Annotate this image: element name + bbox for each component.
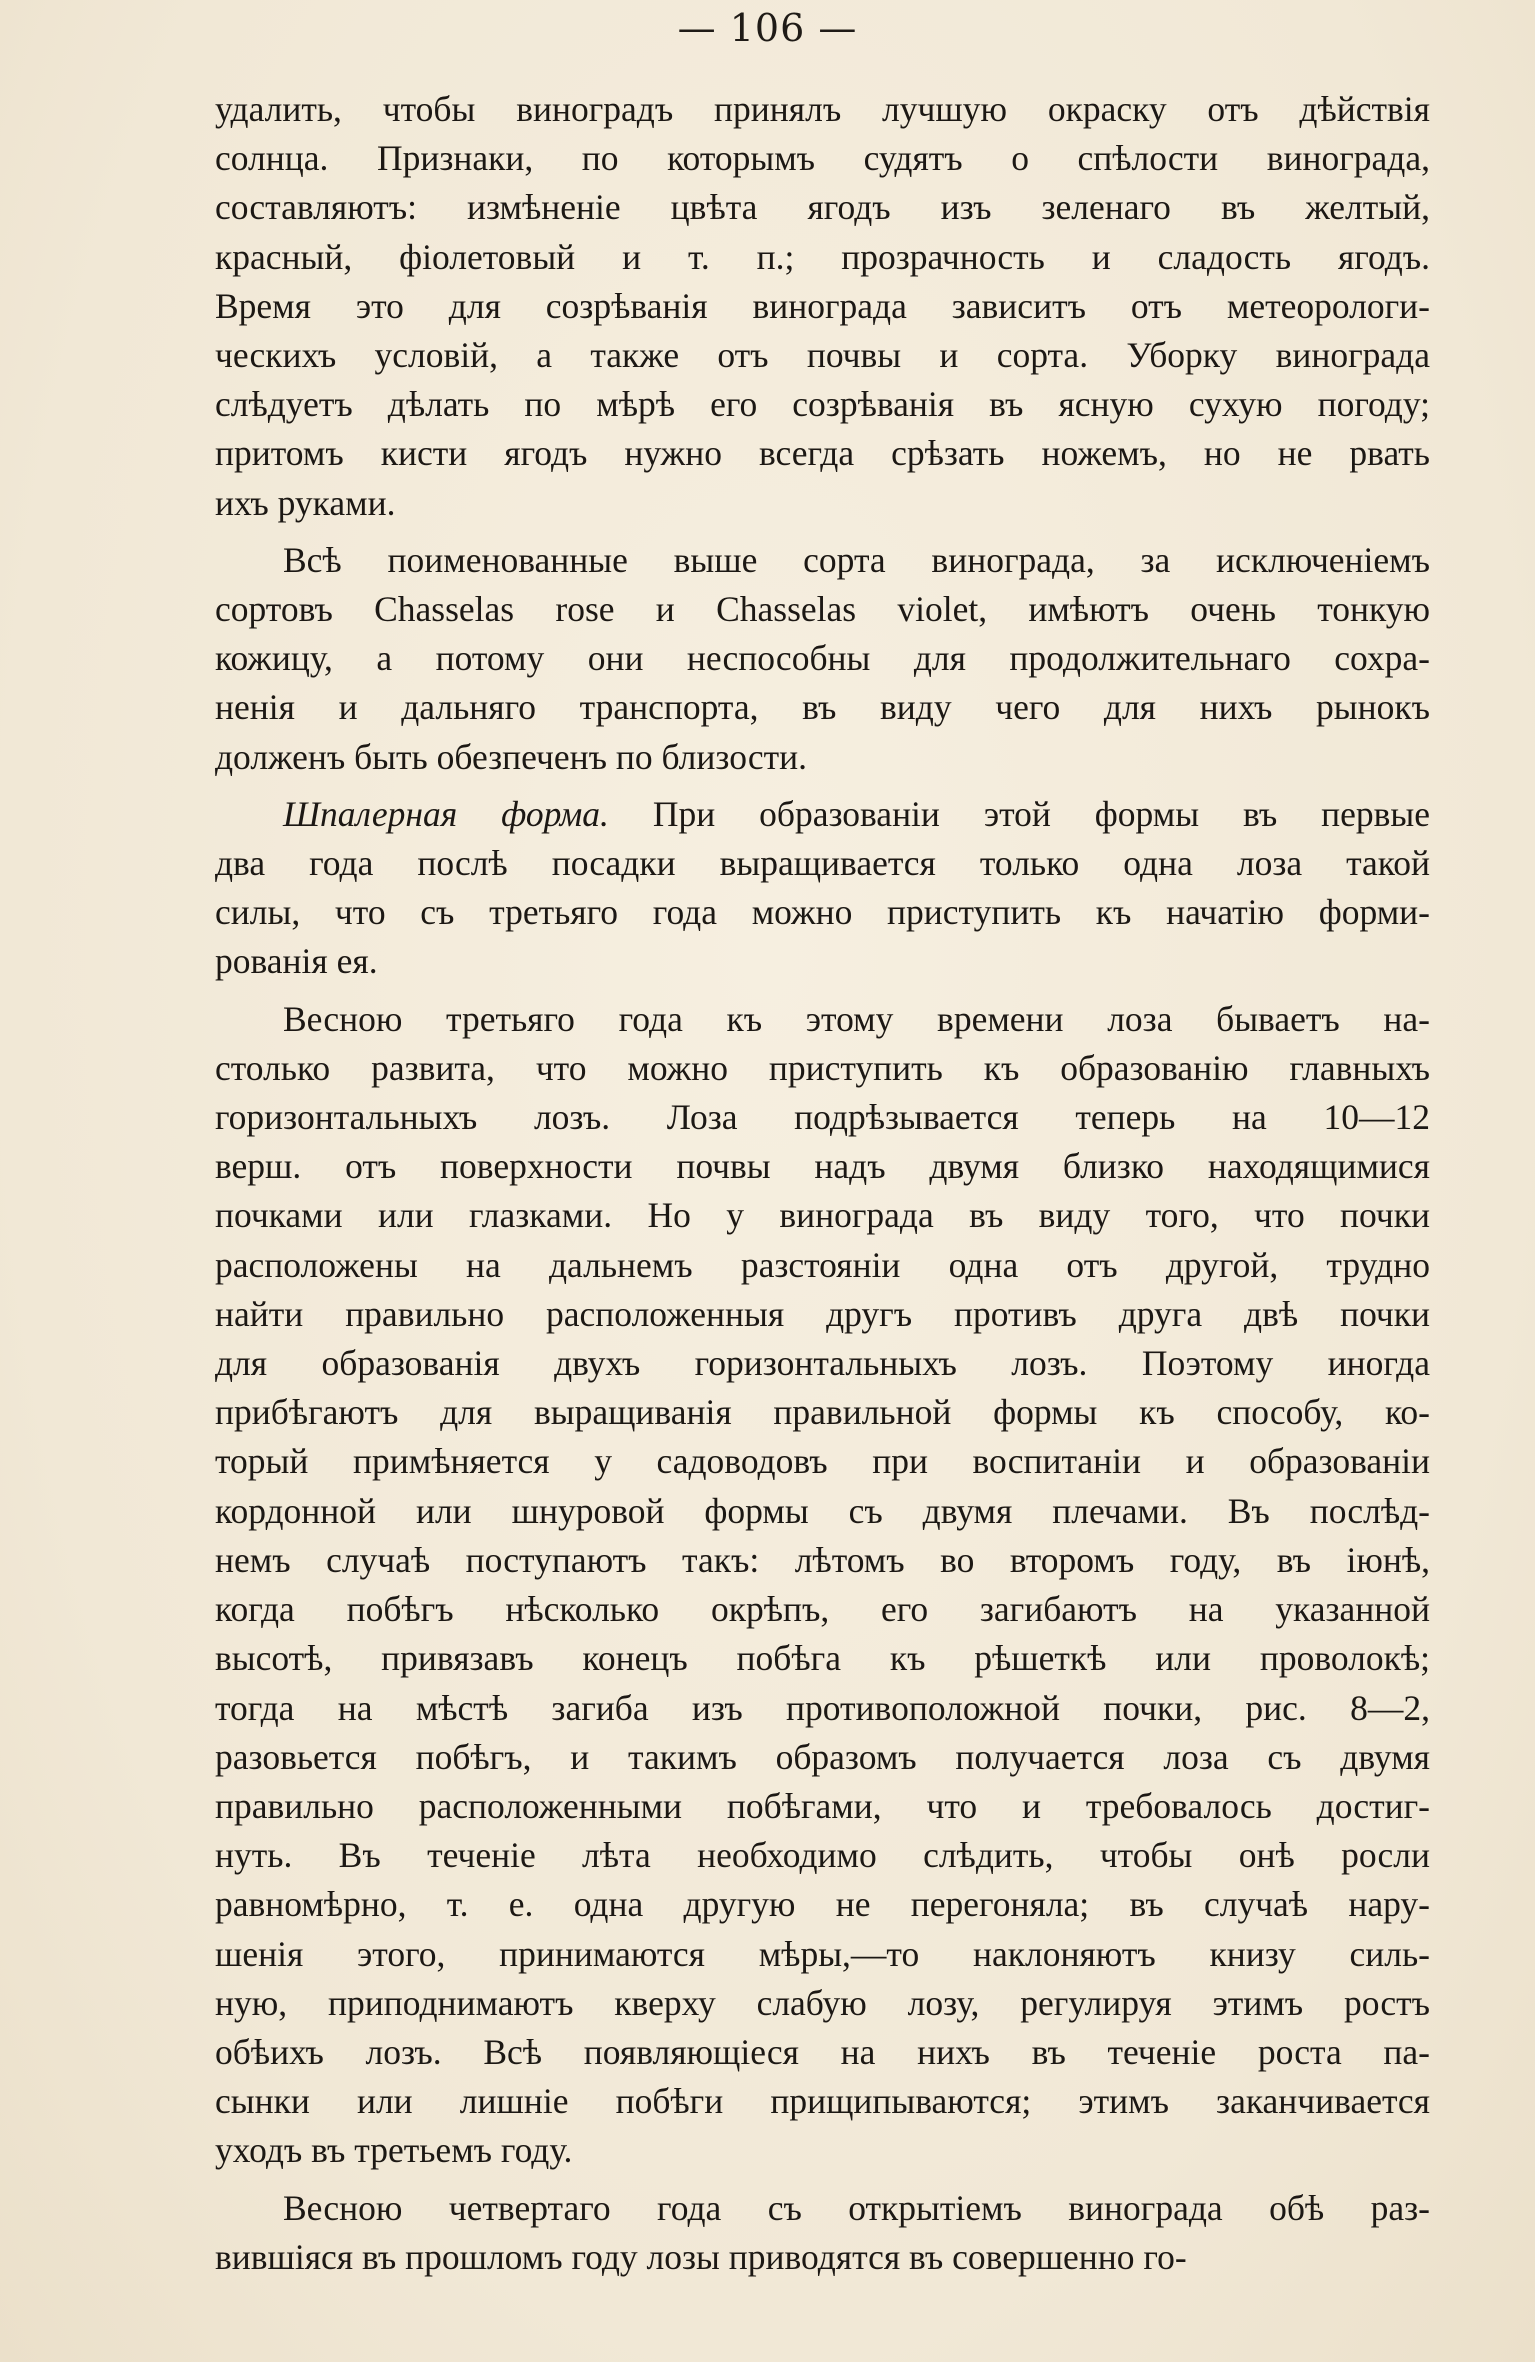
text-line-content: ную, приподнимаютъ кверху слабую лозу, регулируя этимъ ростъ [215, 1982, 1430, 2023]
text-line [215, 1831, 1430, 1880]
text-line [215, 183, 1430, 232]
text-line [215, 1388, 1430, 1437]
text-line [215, 85, 1430, 134]
text-line-content: ихъ руками. [215, 482, 396, 523]
text-line-content: равномѣрно, т. е. одна другую не перегоняла; въ случаѣ нару- [215, 1884, 1430, 1925]
text-line-content: уходъ въ третьемъ году. [215, 2130, 573, 2171]
text-line [215, 1290, 1430, 1339]
text-line [215, 1536, 1430, 1585]
text-line-content: сортовъ Chasselas rose и Chasselas violet, имѣютъ очень тонкую [215, 589, 1430, 630]
text-line [215, 134, 1430, 183]
text-line [215, 683, 1430, 732]
text-line-content: столько развита, что можно приступить къ образованію главныхъ [215, 1047, 1430, 1088]
text-line [215, 995, 1430, 1044]
text-line-content: При образованіи этой формы въ первые [608, 793, 1430, 834]
text-line-content: высотѣ, привязавъ конецъ побѣга къ рѣшеткѣ или проволокѣ; [215, 1638, 1430, 1679]
paragraph [215, 536, 1430, 782]
paragraph [215, 85, 1430, 528]
text-line-content: составляютъ: измѣненіе цвѣта ягодъ изъ зеленаго въ желтый, [215, 187, 1430, 228]
text-line [215, 2233, 1430, 2282]
page-body-text [215, 85, 1430, 2290]
text-line [215, 429, 1430, 478]
text-line [215, 839, 1430, 888]
text-line-content: сынки или лишніе побѣги прищипываются; этимъ заканчивается [215, 2081, 1430, 2122]
text-line-content: два года послѣ посадки выращивается только одна лоза такой [215, 843, 1430, 884]
text-line-content: слѣдуетъ дѣлать по мѣрѣ его созрѣванія въ ясную сухую погоду; [215, 384, 1430, 425]
text-line-content: Время это для созрѣванія винограда зависитъ отъ метеорологи- [215, 285, 1430, 326]
text-line-content: разовьется побѣгъ, и такимъ образомъ получается лоза съ двумя [215, 1736, 1430, 1777]
text-line-content: тогда на мѣстѣ загиба изъ противоположной почки, рис. 8—2, [215, 1687, 1430, 1728]
text-line [215, 1930, 1430, 1979]
text-line-content: торый примѣняется у садоводовъ при воспитаніи и образованіи [215, 1441, 1430, 1482]
text-line [215, 2126, 1430, 2175]
text-line-content: удалить, чтобы виноградъ принялъ лучшую окраску отъ дѣйствія [215, 89, 1430, 129]
text-line-content: обѣихъ лозъ. Всѣ появляющіеся на нихъ въ теченіе роста па- [215, 2031, 1430, 2072]
text-line [215, 1437, 1430, 1486]
text-line-content: для образованія двухъ горизонтальныхъ лозъ. Поэтому иногда [215, 1343, 1430, 1384]
paragraph [215, 995, 1430, 2176]
text-line [215, 585, 1430, 634]
text-line [215, 1241, 1430, 1290]
text-line-content: расположены на дальнемъ разстояніи одна отъ другой, трудно [215, 1244, 1430, 1285]
text-line [215, 380, 1430, 429]
text-line [215, 1487, 1430, 1536]
text-line [215, 2184, 1430, 2233]
text-line-content: верш. отъ поверхности почвы надъ двумя близко находящимися [215, 1146, 1430, 1187]
text-line-content: когда побѣгъ нѣсколько окрѣпъ, его загибаютъ на указанной [215, 1589, 1430, 1630]
text-line [215, 1044, 1430, 1093]
text-line-content: солнца. Признаки, по которымъ судятъ о спѣлости винограда, [215, 138, 1430, 179]
text-line-content: горизонтальныхъ лозъ. Лоза подрѣзывается теперь на 10—12 [215, 1097, 1430, 1138]
text-line [215, 1585, 1430, 1634]
text-line [215, 634, 1430, 683]
text-line [215, 1782, 1430, 1831]
text-line [215, 282, 1430, 331]
text-line-content: Весною третьяго года къ этому времени лоза бываетъ на- [283, 998, 1430, 1039]
text-line-content: кожицу, а потому они неспособны для продолжительнаго сохра- [215, 638, 1430, 679]
paragraph [215, 790, 1430, 987]
paragraph [215, 2184, 1430, 2282]
text-line [215, 790, 1430, 839]
text-line-content: притомъ кисти ягодъ нужно всегда срѣзать ножемъ, но не рвать [215, 433, 1430, 474]
text-line-content: нуть. Въ теченіе лѣта необходимо слѣдить, чтобы онѣ росли [215, 1835, 1430, 1876]
text-line [215, 331, 1430, 380]
text-line [215, 1733, 1430, 1782]
text-line-content: почками или глазками. Но у винограда въ виду того, что почки [215, 1195, 1430, 1236]
text-line [215, 1339, 1430, 1388]
text-line [215, 937, 1430, 986]
text-line [215, 733, 1430, 782]
text-line [215, 1684, 1430, 1733]
text-line [215, 1191, 1430, 1240]
text-line-content: найти правильно расположенныя другъ противъ друга двѣ почки [215, 1293, 1430, 1334]
text-line-content: кордонной или шнуровой формы съ двумя плечами. Въ послѣд- [215, 1490, 1430, 1531]
text-line-content: ненія и дальняго транспорта, въ виду чего для нихъ рынокъ [215, 687, 1430, 728]
text-line-content: долженъ быть обезпеченъ по близости. [215, 736, 807, 777]
text-line-content: Всѣ поименованные выше сорта винограда, за исключеніемъ [283, 539, 1430, 580]
text-line-content: Весною четвертаго года съ открытіемъ винограда обѣ раз- [283, 2187, 1430, 2228]
text-line [215, 1880, 1430, 1929]
text-line-content: ческихъ условій, а также отъ почвы и сорта. Уборку винограда [215, 335, 1430, 376]
text-line [215, 2028, 1430, 2077]
text-line-content: прибѣгаютъ для выращиванія правильной формы къ способу, ко- [215, 1392, 1430, 1433]
text-line-content: рованія ея. [215, 941, 378, 982]
text-line [215, 1142, 1430, 1191]
text-line [215, 479, 1430, 528]
text-line-content: красный, фіолетовый и т. п.; прозрачность и сладость ягодъ. [215, 236, 1430, 277]
text-line-content: правильно расположенными побѣгами, что и требовалось достиг- [215, 1785, 1430, 1826]
text-line [215, 536, 1430, 585]
text-line [215, 1634, 1430, 1683]
text-line [215, 888, 1430, 937]
text-line-content: немъ случаѣ поступаютъ такъ: лѣтомъ во второмъ году, въ іюнѣ, [215, 1539, 1430, 1580]
text-line-content: силы, что съ третьяго года можно приступить къ начатію форми- [215, 892, 1430, 933]
text-line-content: шенія этого, принимаются мѣры,—то наклоняютъ книзу силь- [215, 1933, 1430, 1974]
text-line [215, 1979, 1430, 2028]
text-line-content: вившіяся въ прошломъ году лозы приводятся въ совершенно го- [215, 2236, 1187, 2277]
italic-heading: Шпалерная форма. [283, 793, 609, 834]
page-number: — 106 — [677, 6, 858, 50]
text-line [215, 1093, 1430, 1142]
text-line [215, 2077, 1430, 2126]
text-line [215, 233, 1430, 282]
